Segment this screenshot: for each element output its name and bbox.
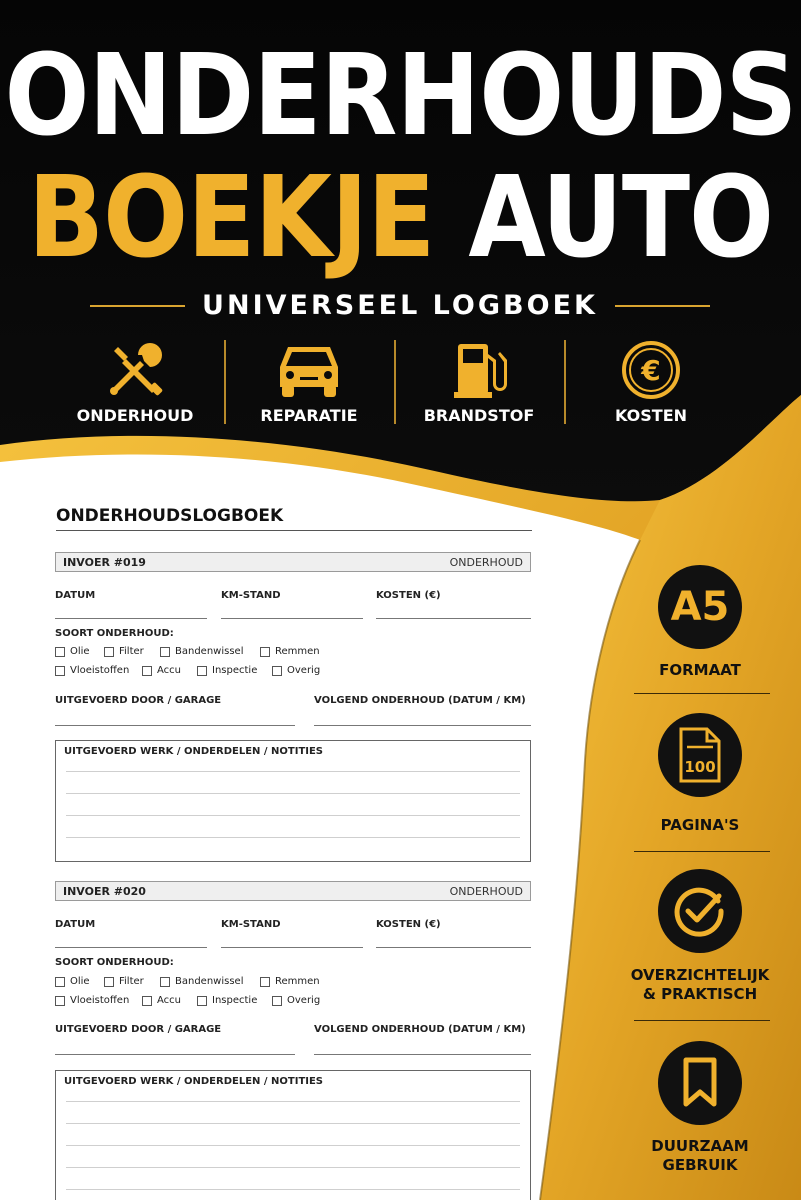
entry-header <box>55 552 531 572</box>
feature-label: KOSTEN <box>614 406 688 425</box>
entry-header <box>55 881 531 901</box>
checkbox-label: Overig <box>287 995 321 1006</box>
bookmark-badge <box>658 1041 742 1125</box>
checkbox-label: Remmen <box>275 976 320 987</box>
entry-number: INVOER #019 <box>63 556 146 569</box>
checkbox-box[interactable] <box>104 977 114 987</box>
km-stand-field[interactable] <box>221 947 363 948</box>
volgend-onderhoud-label: VOLGEND ONDERHOUD (DATUM / KM) <box>314 1024 526 1035</box>
fuel-pump-icon <box>394 340 564 400</box>
uitgevoerd-door-field[interactable] <box>55 725 295 726</box>
checkbox-bandenwissel[interactable] <box>160 646 243 657</box>
checkbox-vloeistoffen[interactable] <box>55 995 129 1006</box>
volgend-onderhoud-label: VOLGEND ONDERHOUD (DATUM / KM) <box>314 695 526 706</box>
pages-badge <box>658 713 742 797</box>
checkbox-box[interactable] <box>55 996 65 1006</box>
checkbox-box[interactable] <box>55 666 65 676</box>
uitgevoerd-door-label: UITGEVOERD DOOR / GARAGE <box>55 695 222 706</box>
notes-line <box>66 1145 520 1146</box>
bookmark-icon <box>678 1056 722 1110</box>
kosten-label: KOSTEN (€) <box>376 919 441 930</box>
checkbox-box[interactable] <box>272 996 282 1006</box>
notes-box[interactable] <box>55 740 531 862</box>
feature-brandstof <box>394 340 564 426</box>
check-badge <box>658 869 742 953</box>
euro-coin-icon <box>566 340 736 400</box>
checkbox-label: Filter <box>119 976 144 987</box>
badge-label-formaat: FORMAAT <box>659 661 741 679</box>
kosten-field[interactable] <box>376 618 531 619</box>
checkbox-overig[interactable] <box>272 995 320 1006</box>
badge-label-overzichtelijk <box>620 966 780 1004</box>
checkbox-filter[interactable] <box>104 976 144 987</box>
badge-label-line-1: DUURZAAM <box>651 1137 749 1155</box>
km-stand-field[interactable] <box>221 618 363 619</box>
checkbox-box[interactable] <box>142 666 152 676</box>
checkbox-box[interactable] <box>197 666 207 676</box>
checkbox-label: Filter <box>119 646 144 657</box>
soort-onderhoud-label: SOORT ONDERHOUD: <box>55 957 174 968</box>
subtitle-rule-left <box>90 305 185 307</box>
km-stand-label: KM-STAND <box>221 919 281 930</box>
checkbox-label: Accu <box>157 995 181 1006</box>
entry-number: INVOER #020 <box>63 885 146 898</box>
form-title-rule <box>56 530 532 531</box>
datum-field[interactable] <box>55 618 207 619</box>
checkbox-label: Overig <box>287 665 321 676</box>
subtitle: UNIVERSEEL LOGBOEK <box>202 290 598 321</box>
notes-line <box>66 837 520 838</box>
checkbox-label: Inspectie <box>212 995 258 1006</box>
car-icon <box>224 340 394 400</box>
notes-line <box>66 1123 520 1124</box>
checkbox-box[interactable] <box>260 977 270 987</box>
checkbox-label: Bandenwissel <box>175 646 244 657</box>
a5-badge <box>658 565 742 649</box>
badge-divider <box>634 851 770 852</box>
checkbox-box[interactable] <box>160 977 170 987</box>
checkbox-label: Vloeistoffen <box>70 665 130 676</box>
title-line-2 <box>0 151 801 283</box>
checkbox-label: Accu <box>157 665 181 676</box>
notes-box[interactable] <box>55 1070 531 1200</box>
checkbox-box[interactable] <box>160 647 170 657</box>
badge-divider <box>634 1020 770 1021</box>
badge-label-line-1: OVERZICHTELIJK <box>630 966 770 984</box>
checkbox-accu[interactable] <box>142 995 181 1006</box>
checkbox-box[interactable] <box>142 996 152 1006</box>
feature-reparatie <box>224 340 394 426</box>
feature-label: ONDERHOUD <box>76 406 194 425</box>
badge-label-paginas: PAGINA'S <box>660 816 740 834</box>
checkbox-filter[interactable] <box>104 646 144 657</box>
checkbox-box[interactable] <box>197 996 207 1006</box>
checkbox-accu[interactable] <box>142 665 181 676</box>
checkbox-label: Bandenwissel <box>175 976 244 987</box>
km-stand-label: KM-STAND <box>221 590 281 601</box>
soort-onderhoud-label: SOORT ONDERHOUD: <box>55 628 174 639</box>
a5-text: A5 <box>670 584 730 630</box>
feature-label: REPARATIE <box>260 406 358 425</box>
notes-line <box>66 771 520 772</box>
notes-line <box>66 1167 520 1168</box>
checkbox-label: Vloeistoffen <box>70 995 130 1006</box>
checkbox-olie[interactable] <box>55 646 90 657</box>
badge-label-duurzaam <box>620 1137 780 1175</box>
checkbox-label: Inspectie <box>212 665 258 676</box>
checkbox-remmen[interactable] <box>260 976 320 987</box>
document-icon <box>675 725 725 785</box>
checkbox-overig[interactable] <box>272 665 320 676</box>
uitgevoerd-door-label: UITGEVOERD DOOR / GARAGE <box>55 1024 222 1035</box>
uitgevoerd-door-field[interactable] <box>55 1054 295 1055</box>
kosten-field[interactable] <box>376 947 531 948</box>
notes-line <box>66 793 520 794</box>
feature-onderhoud <box>50 340 220 426</box>
pages-count: 100 <box>684 758 716 776</box>
checkbox-box[interactable] <box>272 666 282 676</box>
checkbox-box[interactable] <box>55 647 65 657</box>
entry-tag: ONDERHOUD <box>449 556 523 569</box>
notes-label: UITGEVOERD WERK / ONDERDELEN / NOTITIES <box>64 1076 324 1087</box>
kosten-label: KOSTEN (€) <box>376 590 441 601</box>
checkbox-box[interactable] <box>104 647 114 657</box>
checkbox-label: Remmen <box>275 646 320 657</box>
feature-label: BRANDSTOF <box>423 406 535 425</box>
subtitle-rule-right <box>615 305 710 307</box>
checkbox-box[interactable] <box>55 977 65 987</box>
notes-line <box>66 1101 520 1102</box>
title-line-1: ONDERHOUDS <box>4 29 797 161</box>
checkbox-label: Olie <box>70 646 90 657</box>
form-title: ONDERHOUDSLOGBOEK <box>56 506 284 526</box>
checkbox-olie[interactable] <box>55 976 90 987</box>
datum-field[interactable] <box>55 947 207 948</box>
check-circle-icon <box>672 883 728 939</box>
entry-tag: ONDERHOUD <box>449 885 523 898</box>
volgend-onderhoud-field[interactable] <box>314 1054 531 1055</box>
subtitle-row <box>90 288 710 324</box>
checkbox-label: Olie <box>70 976 90 987</box>
datum-label: DATUM <box>55 590 96 601</box>
badge-divider <box>634 693 770 694</box>
badge-label-line-2: & PRAKTISCH <box>642 985 758 1003</box>
checkbox-remmen[interactable] <box>260 646 320 657</box>
checkbox-box[interactable] <box>260 647 270 657</box>
notes-line <box>66 1189 520 1190</box>
notes-label: UITGEVOERD WERK / ONDERDELEN / NOTITIES <box>64 746 324 757</box>
checkbox-vloeistoffen[interactable] <box>55 665 129 676</box>
datum-label: DATUM <box>55 919 96 930</box>
svg-text:€: € <box>641 354 661 387</box>
badge-label-line-2: GEBRUIK <box>662 1156 738 1174</box>
checkbox-bandenwissel[interactable] <box>160 976 243 987</box>
title-word-auto: AUTO <box>468 151 774 283</box>
volgend-onderhoud-field[interactable] <box>314 725 531 726</box>
title-word-boekje: BOEKJE <box>27 151 435 283</box>
checkbox-inspectie[interactable] <box>197 665 257 676</box>
checkbox-inspectie[interactable] <box>197 995 257 1006</box>
notes-line <box>66 815 520 816</box>
feature-kosten <box>566 340 736 426</box>
wrench-screwdriver-icon <box>50 340 220 400</box>
